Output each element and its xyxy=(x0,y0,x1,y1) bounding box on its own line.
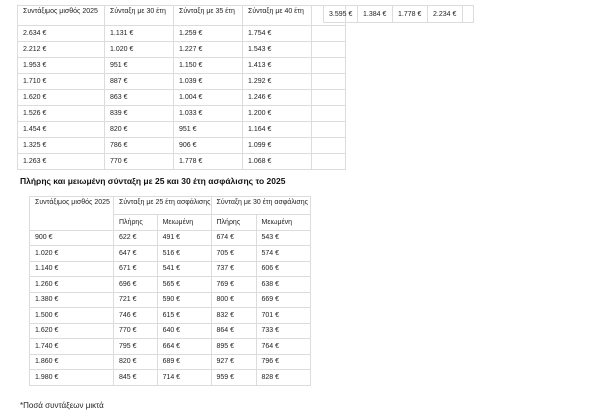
table-cell: 1.500 € xyxy=(30,308,114,324)
header-35-years: Σύνταξη με 35 έτη xyxy=(174,6,243,26)
table-header-row xyxy=(30,197,311,215)
table-cell: 1.454 € xyxy=(18,122,105,138)
table-cell xyxy=(463,6,474,23)
header-salary: Συντάξιμος μισθός 2025 xyxy=(18,6,105,26)
table-cell: 800 € xyxy=(211,292,256,308)
table-row xyxy=(324,6,474,23)
table-cell: 1.325 € xyxy=(18,138,105,154)
table-cell: 1.020 € xyxy=(30,246,114,262)
table-cell: 2.634 € xyxy=(18,26,105,42)
table-cell: 2.212 € xyxy=(18,42,105,58)
table-cell: 1.620 € xyxy=(30,323,114,339)
table-cell: 669 € xyxy=(256,292,310,308)
pension-table-30-35-40 xyxy=(17,5,346,170)
table-cell xyxy=(312,74,346,90)
table-cell: 1.039 € xyxy=(174,74,243,90)
table-cell: 696 € xyxy=(114,277,158,293)
table-cell: 1.033 € xyxy=(174,106,243,122)
table-cell: 764 € xyxy=(256,339,310,355)
table-cell: 2.234 € xyxy=(428,6,463,23)
table-cell: 820 € xyxy=(105,122,174,138)
table-cell: 721 € xyxy=(114,292,158,308)
table-cell: 1.164 € xyxy=(243,122,312,138)
table-cell: 1.068 € xyxy=(243,154,312,170)
table-cell: 516 € xyxy=(157,246,211,262)
table-cell: 1.778 € xyxy=(174,154,243,170)
footnote: *Ποσά συντάξεων μικτά xyxy=(20,401,104,410)
table-cell: 638 € xyxy=(256,277,310,293)
subheader-reduced-25: Μειωμένη xyxy=(157,215,211,231)
table-cell: 864 € xyxy=(211,323,256,339)
table-cell: 1.526 € xyxy=(18,106,105,122)
table-row xyxy=(30,246,311,262)
table-row xyxy=(30,277,311,293)
table-cell: 1.150 € xyxy=(174,58,243,74)
table-row xyxy=(18,122,346,138)
table-row xyxy=(18,26,346,42)
table-cell: 615 € xyxy=(157,308,211,324)
table-cell: 887 € xyxy=(105,74,174,90)
table-cell: 770 € xyxy=(114,323,158,339)
table-row xyxy=(30,230,311,246)
table-cell: 1.020 € xyxy=(105,42,174,58)
table-row xyxy=(18,58,346,74)
table-cell: 959 € xyxy=(211,370,256,386)
table-cell: 839 € xyxy=(105,106,174,122)
table-cell: 1.380 € xyxy=(30,292,114,308)
header-salary: Συντάξιμος μισθός 2025 xyxy=(30,197,114,231)
table-cell: 590 € xyxy=(157,292,211,308)
table-cell: 647 € xyxy=(114,246,158,262)
pension-table-overflow-row xyxy=(323,5,474,23)
table-cell: 927 € xyxy=(211,354,256,370)
table-cell: 1.263 € xyxy=(18,154,105,170)
table-cell: 701 € xyxy=(256,308,310,324)
table-cell: 705 € xyxy=(211,246,256,262)
table-cell: 622 € xyxy=(114,230,158,246)
table-cell: 1.740 € xyxy=(30,339,114,355)
table-cell: 606 € xyxy=(256,261,310,277)
table-row xyxy=(30,354,311,370)
table-cell: 491 € xyxy=(157,230,211,246)
subheader-full-25: Πλήρης xyxy=(114,215,158,231)
table-cell: 863 € xyxy=(105,90,174,106)
table-cell: 1.384 € xyxy=(358,6,393,23)
table-cell: 1.246 € xyxy=(243,90,312,106)
table-cell: 565 € xyxy=(157,277,211,293)
table-row xyxy=(30,370,311,386)
subheader-full-30: Πλήρης xyxy=(211,215,256,231)
table-cell: 664 € xyxy=(157,339,211,355)
header-group-25-years: Σύνταξη με 25 έτη ασφάλισης xyxy=(114,197,212,215)
table-cell: 1.292 € xyxy=(243,74,312,90)
table-cell: 1.710 € xyxy=(18,74,105,90)
table-cell: 689 € xyxy=(157,354,211,370)
table-cell: 1.543 € xyxy=(243,42,312,58)
table-cell: 832 € xyxy=(211,308,256,324)
table-row xyxy=(18,138,346,154)
table-cell xyxy=(312,154,346,170)
header-40-years: Σύνταξη με 40 έτη xyxy=(243,6,312,26)
table-cell xyxy=(312,138,346,154)
table-cell: 1.413 € xyxy=(243,58,312,74)
table-cell: 3.595 € xyxy=(324,6,358,23)
table-cell: 737 € xyxy=(211,261,256,277)
table-cell: 769 € xyxy=(211,277,256,293)
table-cell: 746 € xyxy=(114,308,158,324)
table-cell: 1.200 € xyxy=(243,106,312,122)
table-cell xyxy=(312,90,346,106)
table-cell: 1.140 € xyxy=(30,261,114,277)
table-cell: 795 € xyxy=(114,339,158,355)
table-cell: 1.131 € xyxy=(105,26,174,42)
table-cell xyxy=(312,58,346,74)
table-row xyxy=(18,42,346,58)
table-cell: 828 € xyxy=(256,370,310,386)
table-row xyxy=(18,154,346,170)
table-row xyxy=(30,339,311,355)
table-cell: 574 € xyxy=(256,246,310,262)
table-cell xyxy=(312,26,346,42)
table-row xyxy=(30,323,311,339)
table-cell: 1.980 € xyxy=(30,370,114,386)
table-cell: 674 € xyxy=(211,230,256,246)
table-cell: 786 € xyxy=(105,138,174,154)
table-cell: 1.953 € xyxy=(18,58,105,74)
table-cell: 1.778 € xyxy=(393,6,428,23)
pension-table-25-30-full-reduced xyxy=(29,196,311,386)
table-row xyxy=(30,292,311,308)
table-cell: 543 € xyxy=(256,230,310,246)
table-cell: 845 € xyxy=(114,370,158,386)
table-cell: 1.754 € xyxy=(243,26,312,42)
table-cell: 951 € xyxy=(174,122,243,138)
table-cell: 1.099 € xyxy=(243,138,312,154)
subheader-reduced-30: Μειωμένη xyxy=(256,215,310,231)
table-cell: 1.259 € xyxy=(174,26,243,42)
table-cell: 1.620 € xyxy=(18,90,105,106)
table-header-row xyxy=(18,6,346,26)
table-row xyxy=(30,261,311,277)
table-cell: 1.860 € xyxy=(30,354,114,370)
table-cell: 770 € xyxy=(105,154,174,170)
table-cell: 733 € xyxy=(256,323,310,339)
table-row xyxy=(18,106,346,122)
table-cell: 671 € xyxy=(114,261,158,277)
table-cell: 541 € xyxy=(157,261,211,277)
table-cell: 714 € xyxy=(157,370,211,386)
table-cell xyxy=(312,42,346,58)
table-row xyxy=(18,74,346,90)
table-cell xyxy=(312,106,346,122)
table-row xyxy=(18,90,346,106)
header-30-years: Σύνταξη με 30 έτη xyxy=(105,6,174,26)
table-cell: 951 € xyxy=(105,58,174,74)
table-cell: 895 € xyxy=(211,339,256,355)
section-title: Πλήρης και μειωμένη σύνταξη με 25 και 30 έτη ασφάλισης το 2025 xyxy=(20,176,286,186)
table-cell xyxy=(312,122,346,138)
table-row xyxy=(30,308,311,324)
header-group-30-years: Σύνταξη με 30 έτη ασφάλισης xyxy=(211,197,310,215)
table-cell: 796 € xyxy=(256,354,310,370)
table-cell: 900 € xyxy=(30,230,114,246)
table-cell: 1.260 € xyxy=(30,277,114,293)
table-cell: 640 € xyxy=(157,323,211,339)
table-cell: 820 € xyxy=(114,354,158,370)
table-cell: 1.004 € xyxy=(174,90,243,106)
table-cell: 906 € xyxy=(174,138,243,154)
table-cell: 1.227 € xyxy=(174,42,243,58)
